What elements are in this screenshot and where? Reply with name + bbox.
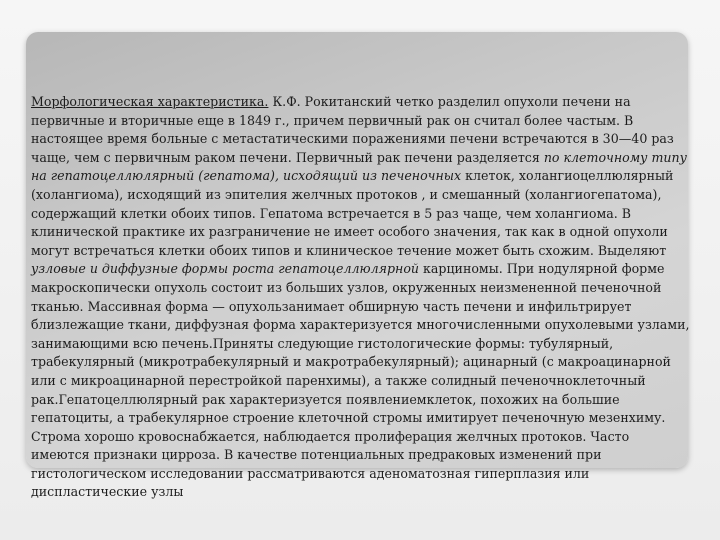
paragraph-part-2: клеток, холангиоцеллюлярный (холангиома), исходящий из эпителия желчных протоков , и смешанный (холангиогепатома), содержащий клетки обоих типов. Гепатома встречается в 5 раз чаще, чем холангиома. В клинической практике их разграничение не имеет особого значения, так как в одной опухоли могут встречаться клетки обоих типов и клиническое течение может быть схожим. Выделяют — [31, 168, 674, 258]
section-heading: Морфологическая характеристика. — [31, 94, 269, 109]
italic-phrase-growth-forms: узловые и диффузные формы роста гепатоцеллюлярной — [31, 261, 420, 277]
body-text — [31, 93, 691, 502]
paragraph-part-3: карциномы. При нодулярной форме макроскопически опухоль состоит из больших узлов, окруженных неизмененной печеночной тканью. Массивная форма — опухользанимает обширную часть печени и инфильтрирует близлежащие ткани, диффузная форма характеризуется многочисленными опухолевыми узлами, занимающими всю печень.Приняты следующие гистологические формы: тубулярный, трабекулярный (микротрабекулярный и макротрабекулярный); ацинарный (с макроацинарной или с микроацинарной перестройкой паренхимы), а также солидный печеночноклеточный рак.Гепатоцеллюлярный рак характеризуется появлениемклеток, похожих на большие гепатоциты, а трабекулярное строение клеточной стромы имитирует печеночную мезенхиму. Строма хорошо кровоснабжается, наблюдается пролиферация желчных протоков. Часто имеются признаки цирроза. В качестве потенциальных предраковых изменений при гистологическом исследовании рассматриваются аденоматозная гиперплазия или диспластические узлы — [31, 261, 690, 500]
italic-phrase-cell-type: по клеточному типу на гепатоцеллюлярный (гепатома), исходящий из печеночных — [31, 149, 687, 184]
paragraph-part-1: К.Ф. Рокитанский четко разделил опухоли печени на первичные и вторичные еще в 1849 г., причем первичный рак он считал более частым. В настоящее время больные с метастатическими поражениями печени встречаются в 30—40 раз чаще, чем с первичным раком печени. Первичный рак печени разделяется — [31, 94, 674, 165]
